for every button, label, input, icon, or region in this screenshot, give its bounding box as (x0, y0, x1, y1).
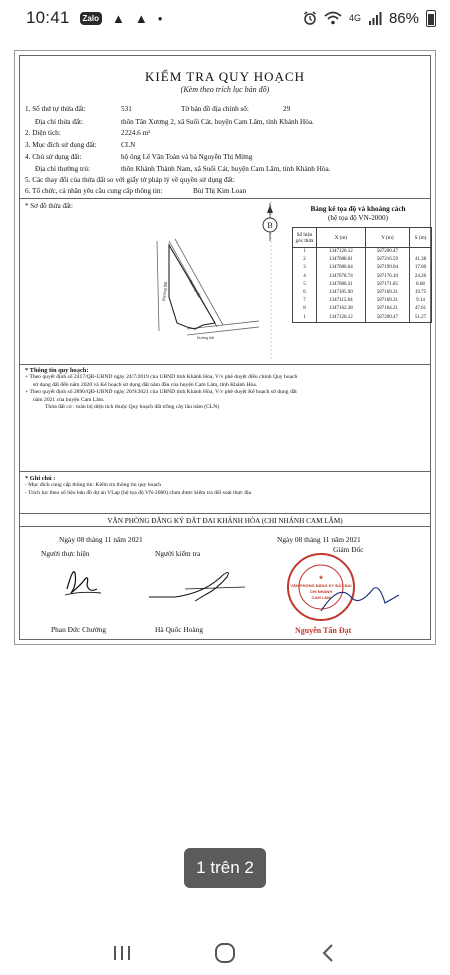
coord-cell: 5 (293, 281, 317, 289)
field-label: 3. Mục đích sử dụng đất: (25, 141, 97, 149)
battery-percent: 86% (388, 9, 419, 27)
coord-cell: 587164.21 (365, 305, 409, 313)
field-label: Địa chỉ thửa đất: (35, 118, 84, 126)
field-value: thôn Khánh Thành Nam, xã Suối Cát, huyện Cam Lâm, tỉnh Khánh Hòa. (121, 165, 331, 173)
coord-cell: 2 (293, 256, 317, 264)
coord-cell: 1 (293, 314, 317, 323)
field-label: 6. Tổ chức, cá nhân yêu cầu cung cấp thông tin: (25, 187, 163, 195)
field-value: CLN (121, 141, 136, 149)
coord-cell: 1347088.01 (317, 256, 366, 264)
coord-cell: 1347162.38 (317, 305, 366, 313)
field-label: 1. Số thứ tự thửa đất: (25, 105, 86, 113)
field-value: 2224.6 m² (121, 129, 151, 137)
field-label: 4. Chủ sử dụng đất: (25, 153, 82, 161)
coord-header: X (m) (317, 228, 366, 248)
field-label: 2. Diện tích: (25, 129, 61, 137)
coord-cell: 1347105.90 (317, 289, 366, 297)
warning-icon: ▲ (134, 10, 148, 26)
svg-text:Đường đất: Đường đất (161, 281, 169, 302)
planning-item: năm 2021 của huyện Cam Lâm. (33, 396, 105, 403)
director-title: Giám Đốc (333, 545, 364, 554)
director-signature (315, 581, 405, 621)
coord-cell: 6 (293, 289, 317, 297)
field-label: Địa chỉ thường trú: (35, 165, 91, 173)
coord-cell: 1347126.12 (317, 314, 366, 323)
battery-icon (426, 10, 436, 27)
field-value: 29 (283, 105, 291, 113)
planning-info (25, 367, 425, 411)
planning-item: + Theo quyết định số 2417/QĐ-UBND ngày 24/7/2019 của UBND tỉnh Khánh Hòa, V/v phê duyệt điều chỉnh Quy hoạch (25, 374, 298, 381)
navigation-bar (0, 930, 450, 975)
stamp-line: VĂN PHÒNG ĐĂNG KÝ ĐẤT ĐAI (290, 583, 352, 588)
clock: 10:41 (26, 8, 70, 27)
home-icon (214, 942, 236, 964)
coord-cell: 1347126.12 (317, 248, 366, 257)
coord-cell: 1347086.64 (317, 264, 366, 272)
coord-row (293, 248, 432, 257)
coord-cell: 587169.31 (365, 289, 409, 297)
warning-icon: ▲ (112, 10, 125, 26)
back-icon (321, 943, 335, 963)
planning-item: sử dụng đất đến năm 2020 và Kế hoạch sử dụng đất năm đầu của huyện Cam Lâm, tỉnh Khánh Hòa. (33, 381, 258, 388)
map-section-label: * Sơ đồ thửa đất: (25, 202, 73, 210)
coord-cell: 8 (293, 305, 317, 313)
parcel-map (27, 201, 277, 361)
coord-cell: 587169.31 (365, 297, 409, 305)
svg-text:Đường đất: Đường đất (188, 279, 203, 299)
svg-text:★: ★ (318, 575, 324, 581)
system-icons (303, 10, 436, 27)
divider (19, 364, 431, 365)
coord-cell: 47.61 (410, 305, 432, 313)
coord-cell: 19.75 (410, 289, 432, 297)
coord-row (293, 289, 432, 297)
left-date: Ngày 08 tháng 11 năm 2021 (59, 535, 143, 544)
coord-table-caption (283, 205, 433, 223)
coord-cell: 4 (293, 273, 317, 281)
coord-cell: 587200.47 (365, 314, 409, 323)
divider (19, 471, 431, 472)
coord-caption-line2: (hệ tọa độ VN-2000) (328, 214, 388, 222)
planning-parcel-line: Thửa đất có : toàn bộ diện tích thuộc Quy hoạch đất trồng cây lâu năm (CLN) (45, 404, 220, 411)
planning-info-label: * Thông tin quy hoạch: (25, 367, 89, 374)
status-bar (0, 0, 450, 36)
planning-item: + Theo quyết định số 2890/QĐ-UBND ngày 20/9/2021 của UBND tỉnh Khánh Hòa, V/v phê duyệt Kế hoạch sử dụng đất (25, 389, 297, 396)
coord-cell: 587199.04 (365, 264, 409, 272)
note-line: - Trích lục theo số liệu bản đồ dự án VLap (hệ tọa độ VN-2000) chưa được kiểm tra đối soát thực địa (25, 489, 252, 496)
field-value: hộ ông Lê Văn Toàn và bà Nguyễn Thị Mừng (121, 153, 253, 161)
home-button[interactable] (205, 935, 245, 971)
coord-row (293, 281, 432, 289)
recent-apps-icon (112, 944, 132, 962)
field-label: 5. Các thay đổi của thửa đất so với giấy tờ pháp lý về quyền sử dụng đất: (25, 176, 235, 184)
coord-header: Y (m) (365, 228, 409, 248)
coord-cell: 587200.47 (365, 248, 409, 257)
coord-cell: 587176.10 (365, 273, 409, 281)
preparer-signature (61, 563, 105, 599)
coord-cell (410, 248, 432, 257)
coord-cell: 1347115.04 (317, 297, 366, 305)
document-title: KIỂM TRA QUY HOẠCH (145, 69, 305, 84)
coord-row (293, 297, 432, 305)
svg-text:B: B (267, 221, 273, 230)
back-button[interactable] (308, 935, 348, 971)
coord-cell: 1 (293, 248, 317, 257)
coord-cell: 9.14 (410, 297, 432, 305)
field-value: thôn Tân Xương 2, xã Suối Cát, huyện Cam Lâm, tỉnh Khánh Hòa. (121, 118, 314, 126)
office-name: VĂN PHÒNG ĐĂNG KÝ ĐẤT ĐAI KHÁNH HÒA (CHI NHÁNH CAM LÂM) (19, 513, 431, 527)
checker-name: Hà Quốc Hoàng (155, 625, 204, 634)
coord-table (292, 227, 432, 323)
svg-text:Đường đất: Đường đất (197, 336, 214, 340)
preparer-label: Người thực hiện (41, 549, 90, 558)
coord-cell: 17.60 (410, 264, 432, 272)
coord-cell: 7 (293, 297, 317, 305)
coord-header: Số hiệu góc thửa (293, 228, 317, 248)
coord-table-body (293, 248, 432, 323)
coord-row (293, 256, 432, 264)
coord-cell: 587216.59 (365, 256, 409, 264)
notification-icons (80, 11, 163, 26)
divider (19, 198, 431, 199)
coord-cell: 3 (293, 264, 317, 272)
director-name: Nguyễn Tấn Đạt (295, 626, 352, 635)
coord-cell: 8.68 (410, 281, 432, 289)
coord-header: S (m) (410, 228, 432, 248)
coord-cell: 24.26 (410, 273, 432, 281)
zalo-icon: Zalo (80, 12, 102, 25)
page-indicator: 1 trên 2 (184, 848, 266, 888)
dot-icon: ● (157, 13, 163, 23)
coord-cell: 1347086.31 (317, 281, 366, 289)
stamp-line: CAM LÂM (311, 595, 331, 600)
note-line: - Mục đích cung cấp thông tin: Kiểm tra thông tin quy hoạch (25, 482, 162, 489)
document-page[interactable] (14, 50, 436, 645)
preparer-name: Phan Đức Chưởng (51, 625, 107, 634)
coord-row (293, 273, 432, 281)
coord-cell: 41.38 (410, 256, 432, 264)
coord-caption-line1: Bảng kê tọa độ và khoảng cách (310, 205, 406, 213)
field-value: Bùi Thị Kim Loan (193, 187, 247, 195)
coord-cell: 587171.85 (365, 281, 409, 289)
network-type: 4G (348, 12, 361, 23)
checker-signature (145, 565, 255, 605)
stamp-line: CHI NHÁNH (309, 589, 333, 594)
alarm-icon (303, 11, 317, 25)
right-date: Ngày 08 tháng 11 năm 2021 (277, 535, 361, 544)
recent-apps-button[interactable] (102, 935, 142, 971)
document-subtitle: (Kèm theo trích lục bản đồ) (180, 85, 270, 94)
coord-row (293, 305, 432, 313)
notes (25, 475, 425, 497)
field-value: 531 (121, 105, 132, 113)
field-label: Tờ bản đồ địa chính số: (181, 105, 249, 113)
field-parcel-no (25, 105, 86, 113)
signal-icon (368, 11, 382, 25)
north-arrow-icon (259, 203, 281, 243)
coord-row (293, 314, 432, 323)
coord-cell: 1347078.74 (317, 273, 366, 281)
coord-cell: 51.27 (410, 314, 432, 323)
notes-label: * Ghi chú : (25, 475, 56, 482)
wifi-icon (324, 11, 342, 25)
checker-label: Người kiểm tra (155, 549, 201, 558)
coord-row (293, 264, 432, 272)
